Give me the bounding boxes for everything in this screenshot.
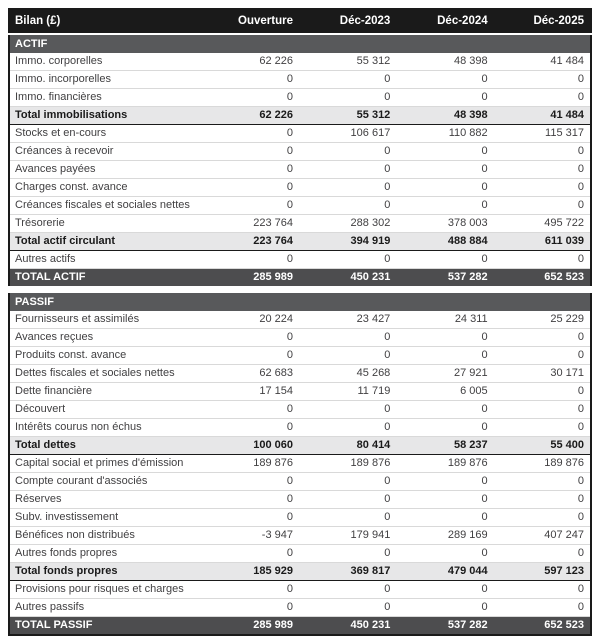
row-label: Découvert — [9, 401, 202, 419]
cell-value: 48 398 — [396, 53, 493, 71]
row-label: Avances payées — [9, 161, 202, 179]
cell-value: 0 — [494, 581, 591, 599]
cell-value: 80 414 — [299, 437, 396, 455]
row-label: Total actif circulant — [9, 233, 202, 251]
column-header-dec-2024: Déc-2024 — [396, 9, 493, 34]
cell-value: 0 — [494, 401, 591, 419]
table-row — [9, 161, 591, 179]
cell-value: 0 — [396, 401, 493, 419]
row-label: Créances à recevoir — [9, 143, 202, 161]
cell-value: 0 — [494, 599, 591, 617]
cell-value: 652 523 — [494, 269, 591, 290]
table-row — [9, 233, 591, 251]
row-label: Provisions pour risques et charges — [9, 581, 202, 599]
cell-value: 479 044 — [396, 563, 493, 581]
cell-value: 48 398 — [396, 107, 493, 125]
cell-value: 0 — [494, 545, 591, 563]
table-row — [9, 251, 591, 269]
cell-value: 0 — [202, 509, 299, 527]
row-label: Réserves — [9, 491, 202, 509]
cell-value: 0 — [202, 89, 299, 107]
cell-value: 189 876 — [202, 455, 299, 473]
cell-value: 0 — [299, 545, 396, 563]
table-row — [9, 107, 591, 125]
cell-value: 652 523 — [494, 617, 591, 636]
cell-value: 394 919 — [299, 233, 396, 251]
row-label: TOTAL PASSIF — [9, 617, 202, 636]
table-row — [9, 599, 591, 617]
cell-value: 0 — [396, 347, 493, 365]
cell-value: 25 229 — [494, 311, 591, 329]
row-label: Autres passifs — [9, 599, 202, 617]
table-row — [9, 437, 591, 455]
cell-value: 0 — [396, 251, 493, 269]
row-label: Fournisseurs et assimilés — [9, 311, 202, 329]
row-label: Immo. financières — [9, 89, 202, 107]
cell-value: 450 231 — [299, 617, 396, 636]
row-label: Avances reçues — [9, 329, 202, 347]
table-row — [9, 401, 591, 419]
cell-value: 0 — [299, 71, 396, 89]
table-row — [9, 563, 591, 581]
column-header-dec-2023: Déc-2023 — [299, 9, 396, 34]
row-label: TOTAL ACTIF — [9, 269, 202, 290]
cell-value: 179 941 — [299, 527, 396, 545]
cell-value: 378 003 — [396, 215, 493, 233]
cell-value: 0 — [396, 473, 493, 491]
cell-value: 0 — [299, 197, 396, 215]
cell-value: 55 312 — [299, 107, 396, 125]
cell-value: 41 484 — [494, 53, 591, 71]
balance-sheet-table — [8, 8, 592, 636]
table-title: Bilan (£) — [9, 9, 202, 34]
table-row — [9, 383, 591, 401]
cell-value: 55 400 — [494, 437, 591, 455]
cell-value: 0 — [299, 161, 396, 179]
row-label: Autres actifs — [9, 251, 202, 269]
cell-value: 0 — [494, 473, 591, 491]
cell-value: 0 — [202, 161, 299, 179]
cell-value: 0 — [299, 491, 396, 509]
table-row — [9, 347, 591, 365]
table-row — [9, 455, 591, 473]
cell-value: 597 123 — [494, 563, 591, 581]
table-row — [9, 53, 591, 71]
row-label: Total immobilisations — [9, 107, 202, 125]
cell-value: 0 — [396, 419, 493, 437]
cell-value: 285 989 — [202, 617, 299, 636]
cell-value: 6 005 — [396, 383, 493, 401]
cell-value: 185 929 — [202, 563, 299, 581]
cell-value: 62 683 — [202, 365, 299, 383]
table-row — [9, 581, 591, 599]
cell-value: 285 989 — [202, 269, 299, 290]
cell-value: 0 — [202, 419, 299, 437]
cell-value: 17 154 — [202, 383, 299, 401]
table-row — [9, 311, 591, 329]
cell-value: 0 — [396, 545, 493, 563]
cell-value: 495 722 — [494, 215, 591, 233]
cell-value: 289 169 — [396, 527, 493, 545]
cell-value: 0 — [299, 89, 396, 107]
table-row — [9, 215, 591, 233]
cell-value: 537 282 — [396, 269, 493, 290]
cell-value: 110 882 — [396, 125, 493, 143]
cell-value: 0 — [299, 143, 396, 161]
row-label: Dettes fiscales et sociales nettes — [9, 365, 202, 383]
cell-value: 189 876 — [494, 455, 591, 473]
table-row — [9, 419, 591, 437]
cell-value: 0 — [202, 197, 299, 215]
cell-value: 62 226 — [202, 53, 299, 71]
cell-value: 0 — [299, 599, 396, 617]
cell-value: 11 719 — [299, 383, 396, 401]
row-label: Subv. investissement — [9, 509, 202, 527]
cell-value: 0 — [494, 161, 591, 179]
cell-value: 0 — [299, 509, 396, 527]
cell-value: 24 311 — [396, 311, 493, 329]
cell-value: 0 — [202, 143, 299, 161]
cell-value: 0 — [396, 179, 493, 197]
cell-value: 0 — [396, 197, 493, 215]
row-label: Produits const. avance — [9, 347, 202, 365]
cell-value: 0 — [202, 179, 299, 197]
table-row — [9, 269, 591, 290]
cell-value: 0 — [396, 89, 493, 107]
cell-value: 0 — [299, 473, 396, 491]
table-row — [9, 197, 591, 215]
cell-value: 369 817 — [299, 563, 396, 581]
cell-value: 223 764 — [202, 233, 299, 251]
cell-value: 0 — [396, 71, 493, 89]
column-header-dec-2025: Déc-2025 — [494, 9, 591, 34]
table-row — [9, 89, 591, 107]
row-label: Créances fiscales et sociales nettes — [9, 197, 202, 215]
cell-value: 62 226 — [202, 107, 299, 125]
header-row — [9, 9, 591, 34]
table-row — [9, 71, 591, 89]
cell-value: 189 876 — [299, 455, 396, 473]
cell-value: 0 — [396, 581, 493, 599]
cell-value: 0 — [202, 491, 299, 509]
cell-value: 0 — [202, 329, 299, 347]
row-label: Immo. incorporelles — [9, 71, 202, 89]
cell-value: 0 — [494, 89, 591, 107]
cell-value: 0 — [202, 71, 299, 89]
column-header-ouverture: Ouverture — [202, 9, 299, 34]
cell-value: 0 — [396, 143, 493, 161]
section-title: PASSIF — [9, 290, 591, 312]
cell-value: 100 060 — [202, 437, 299, 455]
table-row — [9, 143, 591, 161]
cell-value: 0 — [299, 347, 396, 365]
table-row — [9, 329, 591, 347]
table-row — [9, 365, 591, 383]
table-row — [9, 527, 591, 545]
cell-value: 58 237 — [396, 437, 493, 455]
cell-value: 0 — [494, 251, 591, 269]
cell-value: 55 312 — [299, 53, 396, 71]
row-label: Total dettes — [9, 437, 202, 455]
cell-value: 0 — [396, 509, 493, 527]
table-row — [9, 179, 591, 197]
cell-value: 223 764 — [202, 215, 299, 233]
cell-value: 450 231 — [299, 269, 396, 290]
cell-value: 0 — [494, 509, 591, 527]
row-label: Trésorerie — [9, 215, 202, 233]
table-row — [9, 617, 591, 636]
cell-value: 288 302 — [299, 215, 396, 233]
cell-value: 41 484 — [494, 107, 591, 125]
row-label: Charges const. avance — [9, 179, 202, 197]
cell-value: 27 921 — [396, 365, 493, 383]
cell-value: -3 947 — [202, 527, 299, 545]
cell-value: 0 — [299, 329, 396, 347]
cell-value: 0 — [299, 581, 396, 599]
table-row — [9, 491, 591, 509]
cell-value: 0 — [494, 329, 591, 347]
cell-value: 0 — [494, 383, 591, 401]
cell-value: 0 — [396, 599, 493, 617]
table-row — [9, 509, 591, 527]
cell-value: 0 — [299, 401, 396, 419]
cell-value: 611 039 — [494, 233, 591, 251]
section-header-row — [9, 290, 591, 312]
row-label: Autres fonds propres — [9, 545, 202, 563]
cell-value: 488 884 — [396, 233, 493, 251]
cell-value: 115 317 — [494, 125, 591, 143]
cell-value: 0 — [494, 347, 591, 365]
cell-value: 0 — [202, 545, 299, 563]
cell-value: 30 171 — [494, 365, 591, 383]
cell-value: 0 — [202, 581, 299, 599]
row-label: Stocks et en-cours — [9, 125, 202, 143]
row-label: Compte courant d'associés — [9, 473, 202, 491]
cell-value: 0 — [494, 71, 591, 89]
cell-value: 0 — [202, 473, 299, 491]
cell-value: 0 — [396, 161, 493, 179]
cell-value: 0 — [494, 143, 591, 161]
cell-value: 0 — [396, 329, 493, 347]
row-label: Capital social et primes d'émission — [9, 455, 202, 473]
row-label: Intérêts courus non échus — [9, 419, 202, 437]
cell-value: 0 — [494, 491, 591, 509]
cell-value: 23 427 — [299, 311, 396, 329]
cell-value: 106 617 — [299, 125, 396, 143]
row-label: Total fonds propres — [9, 563, 202, 581]
table-row — [9, 125, 591, 143]
cell-value: 0 — [202, 401, 299, 419]
cell-value: 0 — [202, 599, 299, 617]
cell-value: 45 268 — [299, 365, 396, 383]
cell-value: 20 224 — [202, 311, 299, 329]
cell-value: 0 — [299, 419, 396, 437]
cell-value: 0 — [202, 251, 299, 269]
cell-value: 0 — [494, 419, 591, 437]
cell-value: 537 282 — [396, 617, 493, 636]
row-label: Dette financière — [9, 383, 202, 401]
cell-value: 0 — [299, 251, 396, 269]
cell-value: 0 — [494, 197, 591, 215]
cell-value: 0 — [202, 347, 299, 365]
table-row — [9, 473, 591, 491]
row-label: Bénéfices non distribués — [9, 527, 202, 545]
cell-value: 0 — [299, 179, 396, 197]
cell-value: 189 876 — [396, 455, 493, 473]
section-header-row — [9, 34, 591, 53]
row-label: Immo. corporelles — [9, 53, 202, 71]
cell-value: 407 247 — [494, 527, 591, 545]
cell-value: 0 — [202, 125, 299, 143]
section-title: ACTIF — [9, 34, 591, 53]
table-row — [9, 545, 591, 563]
cell-value: 0 — [494, 179, 591, 197]
cell-value: 0 — [396, 491, 493, 509]
